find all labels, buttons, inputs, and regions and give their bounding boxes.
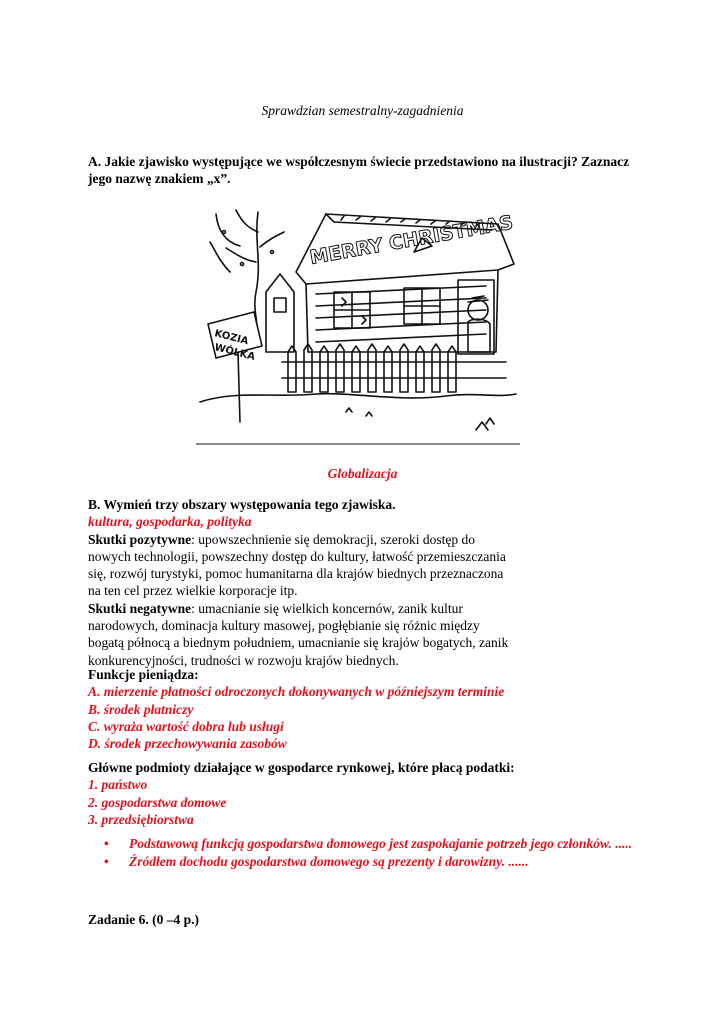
positive-effects-text: : upowszechnienie się demokracji, szeroki dostęp do xyxy=(191,531,475,547)
bullet-item xyxy=(104,853,664,871)
negative-effects-line2: narodowych, dominacja kultury masowej, pogłębianie się różnic między xyxy=(88,618,480,634)
money-functions-heading: Funkcje pieniądza: xyxy=(88,667,199,682)
question-a xyxy=(88,153,648,187)
question-a-line2: jego nazwę znakiem „x”. xyxy=(88,171,231,186)
roof-sign-text: MERRY CHRISTMAS xyxy=(308,211,515,269)
question-b-section xyxy=(88,496,648,669)
question-a-line1: A. Jakie zjawisko występujące we współczesnym świecie przedstawiono na ilustracji? Zaznacz xyxy=(88,154,630,169)
negative-effects-line3: bogatą północą a biednym południem, umacnianie się krajów bogatych, zanik xyxy=(88,635,509,651)
negative-effects-text: : umacnianie się wielkich koncernów, zanik kultur xyxy=(191,600,463,616)
bullet-dot: • xyxy=(104,854,109,869)
house-walls xyxy=(266,270,498,354)
negative-effects-line4: konkurencyjności, trudności w rozwoju krajów biednych. xyxy=(88,652,399,668)
cartoon-illustration xyxy=(196,202,520,446)
market-entity-item: 2. gospodarstwa domowe xyxy=(88,794,227,810)
sign-text-line1: KOZIA xyxy=(213,328,250,348)
market-entities-heading: Główne podmioty działające w gospodarce rynkowej, które płacą podatki: xyxy=(88,760,515,775)
bullet-dot: • xyxy=(104,836,109,851)
positive-effects-line3: się, rozwój turystyki, pomoc humanitarna dla krajów biednych przeznaczona xyxy=(88,566,504,582)
sign-text-line2: WÓLKA xyxy=(213,342,257,363)
answer-a: Globalizacja xyxy=(327,466,398,481)
statement-bullets xyxy=(104,835,664,871)
question-b-answer: kultura, gospodarka, polityka xyxy=(88,514,252,530)
money-function-item: B. środek płatniczy xyxy=(88,701,194,717)
positive-effects-line1 xyxy=(88,531,648,548)
money-functions-section xyxy=(88,666,648,752)
task-6-heading: Zadanie 6. (0 –4 p.) xyxy=(88,912,200,927)
market-entity-item: 3. przedsiębiorstwa xyxy=(88,811,194,827)
money-function-item: A. mierzenie płatności odroczonych dokonywanych w późniejszym terminie xyxy=(88,684,505,700)
negative-effects-label: Skutki negatywne xyxy=(88,600,192,616)
snow-ground xyxy=(200,394,516,402)
bullet-text: Podstawową funkcją gospodarstwa domowego jest zaspokajanie potrzeb jego członków. ..... xyxy=(129,836,633,851)
positive-effects-label: Skutki pozytywne xyxy=(88,531,192,547)
money-function-item: D. środek przechowywania zasobów xyxy=(88,736,287,752)
negative-effects-line1 xyxy=(88,600,648,617)
positive-effects-line2: nowych technologii, powszechny dostęp do kultury, łatwość przemieszczania xyxy=(88,548,506,564)
market-entity-item: 1. państwo xyxy=(88,777,148,793)
question-b-heading: B. Wymień trzy obszary występowania tego zjawiska. xyxy=(88,497,396,512)
small-shrubs xyxy=(346,408,494,430)
page-title: Sprawdzian semestralny-zagadnienia xyxy=(261,103,464,118)
market-entities-section xyxy=(88,759,648,828)
money-function-item: C. wyraża wartość dobra lub usługi xyxy=(88,718,284,734)
bullet-item xyxy=(104,835,664,853)
bullet-text: Źródłem dochodu gospodarstwa domowego są prezenty i darowizny. ...... xyxy=(129,854,529,869)
positive-effects-line4: na ten cel przez wielkie korporacje itp. xyxy=(88,583,298,599)
